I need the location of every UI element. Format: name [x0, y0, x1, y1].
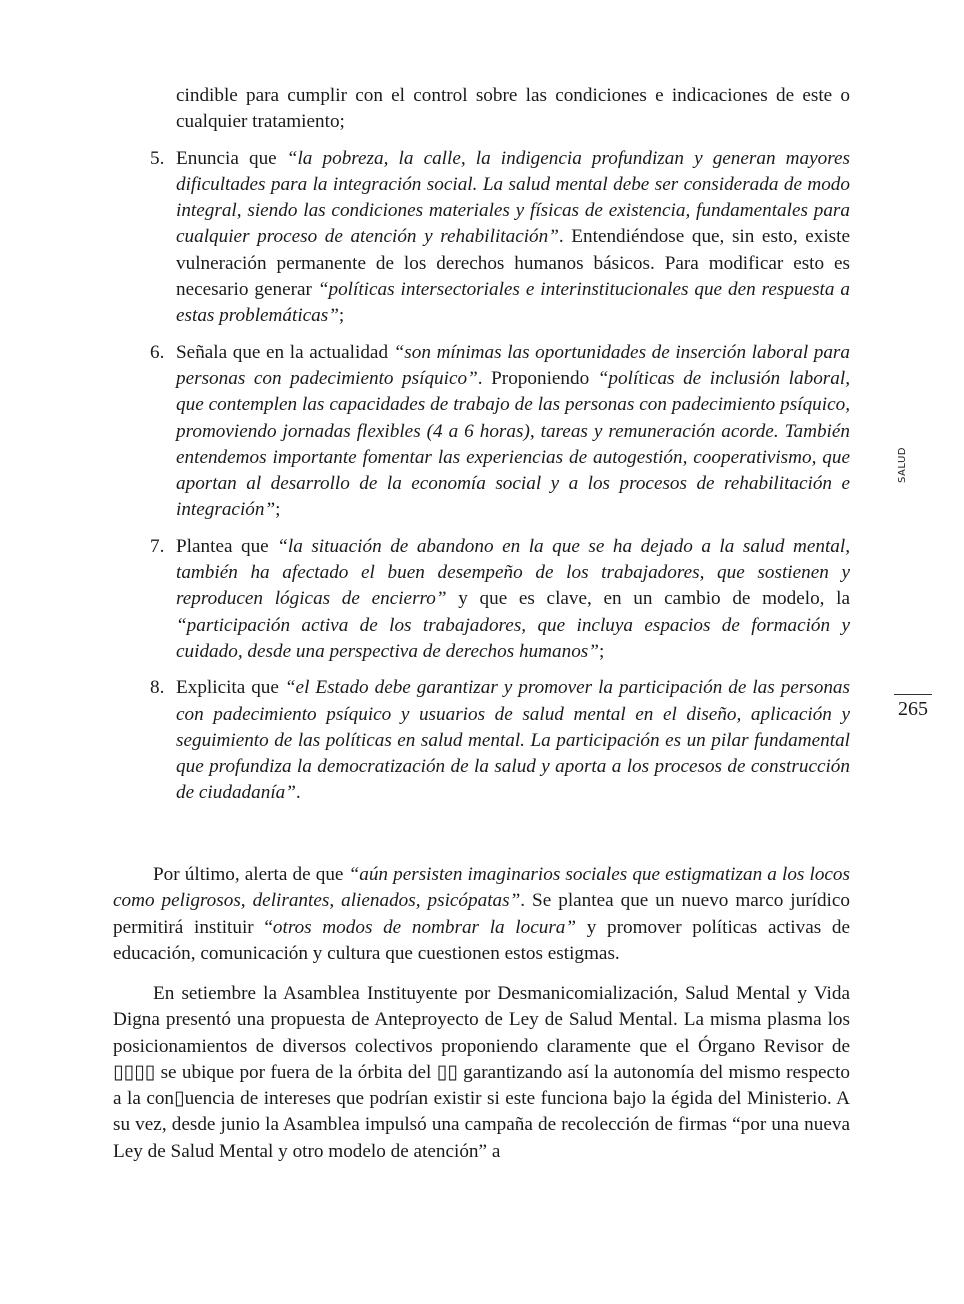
list-number: 7. [150, 535, 165, 557]
list-number: 8. [150, 677, 165, 699]
list-item [150, 146, 850, 330]
item-quote: “políticas intersectoriales e interinstitucionales que den respuesta a estas problemáticas” [176, 279, 850, 327]
paragraph-quote: “aún persisten imaginarios sociales que estigmatizan a los locos como peligrosos, delirantes, alienados, psicópatas” [113, 864, 850, 912]
item-text: Plantea que [176, 535, 278, 557]
list-item [150, 534, 850, 665]
item-quote: “la pobreza, la calle, la indigencia profundizan y generan mayores dificultades para la integración social. La salud mental debe ser considerada de modo integral, siendo las condiciones materiales y físicas de existencia, fundamentales para cualquier proceso de atención y rehabilitación” [176, 147, 850, 248]
item-text: ; [275, 499, 281, 521]
item-text: ; [598, 640, 605, 662]
numbered-list [150, 83, 850, 817]
list-item-continuation [150, 83, 850, 136]
item-text: . Entendiéndose que, sin esto, existe vulneración permanente de los derechos humanos básicos. Para modificar esto es necesario generar [176, 226, 850, 301]
item-text: . [295, 782, 301, 804]
item-text: y que es clave, en un cambio de modelo, la [446, 588, 850, 610]
list-number: 6. [150, 341, 165, 363]
item-text: Explicita que [176, 677, 285, 699]
item-text: Señala que en la actualidad [176, 341, 394, 363]
item-text: ; [338, 305, 345, 327]
item-quote: “el Estado debe garantizar y promover la participación de las personas con padecimiento psíquico y usuarios de salud mental en el diseño, aplicación y seguimiento de las políticas en salud mental. La participación es un pilar fundamental que profundiza la democratización de la salud y aporta a los procesos de construcción de ciudadanía” [176, 677, 850, 804]
paragraph-text: En setiembre la Asamblea Instituyente por Desmanicomialización, Salud Mental y Vida Digna presentó una propuesta de Anteproyecto de Ley de Salud Mental. La misma plasma los posicionamientos de diversos colectivos proponiendo claramente que el Órgano Revisor de ▯▯▯▯ se ubique por fuera de la órbita del ▯▯ garantizando así la autonomía del mismo respecto a la con▯uencia de intereses que podrían existir si este funciona bajo la égida del Ministerio. A su vez, desde junio la Asamblea impulsó una campaña de recolección de firmas “por una nueva Ley de Salud Mental y otro modelo de atención” a [113, 983, 850, 1162]
item-quote: “la situación de abandono en la que se ha dejado a la salud mental, también ha afectado el buen desempeño de los trabajadores, que sostienen y reproducen lógicas de encierro” [176, 535, 850, 610]
item-quote: “políticas de inclusión laboral, que contemplen las capacidades de trabajo de las personas con padecimiento psíquico, promoviendo jornadas flexibles (4 a 6 horas), tareas y remuneración acorde. También entendemos importante fomentar las experiencias de autogestión, cooperativismo, que aportan al desarrollo de la economía social y a los procesos de rehabilitación e integración” [176, 367, 850, 521]
item-text: . Proponiendo [477, 367, 598, 389]
item-quote: “participación activa de los trabajadores, que incluya espacios de formación y cuidado, desde una perspectiva de derechos humanos” [176, 614, 850, 662]
paragraph-stigma [113, 862, 850, 967]
paragraph-quote: otros modos de nombrar la locura” [272, 916, 577, 938]
section-label: SALUD [897, 447, 908, 483]
paragraph-text: Por último, alerta de que [153, 864, 349, 885]
item-quote: “son mínimas las oportunidades de inserción laboral para personas con padecimiento psíquico” [176, 341, 850, 389]
continuation-text: cindible para cumplir con el control sobre las condiciones e indicaciones de este o cualquier tratamiento; [176, 85, 850, 133]
list-item [150, 340, 850, 524]
list-number: 5. [150, 147, 165, 169]
page-number-rule [894, 694, 932, 695]
page-number: 265 [898, 698, 928, 720]
paragraph-asamblea [113, 981, 850, 1165]
paragraph-text: . Se plantea que un nuevo marco jurídico permitirá instituir “ [113, 890, 850, 938]
list-item [150, 675, 850, 806]
item-text: Enuncia que [176, 147, 287, 169]
paragraph-text: y promover políticas activas de educación, comunicación y cultura que cuestionen estos estigmas. [113, 916, 850, 964]
